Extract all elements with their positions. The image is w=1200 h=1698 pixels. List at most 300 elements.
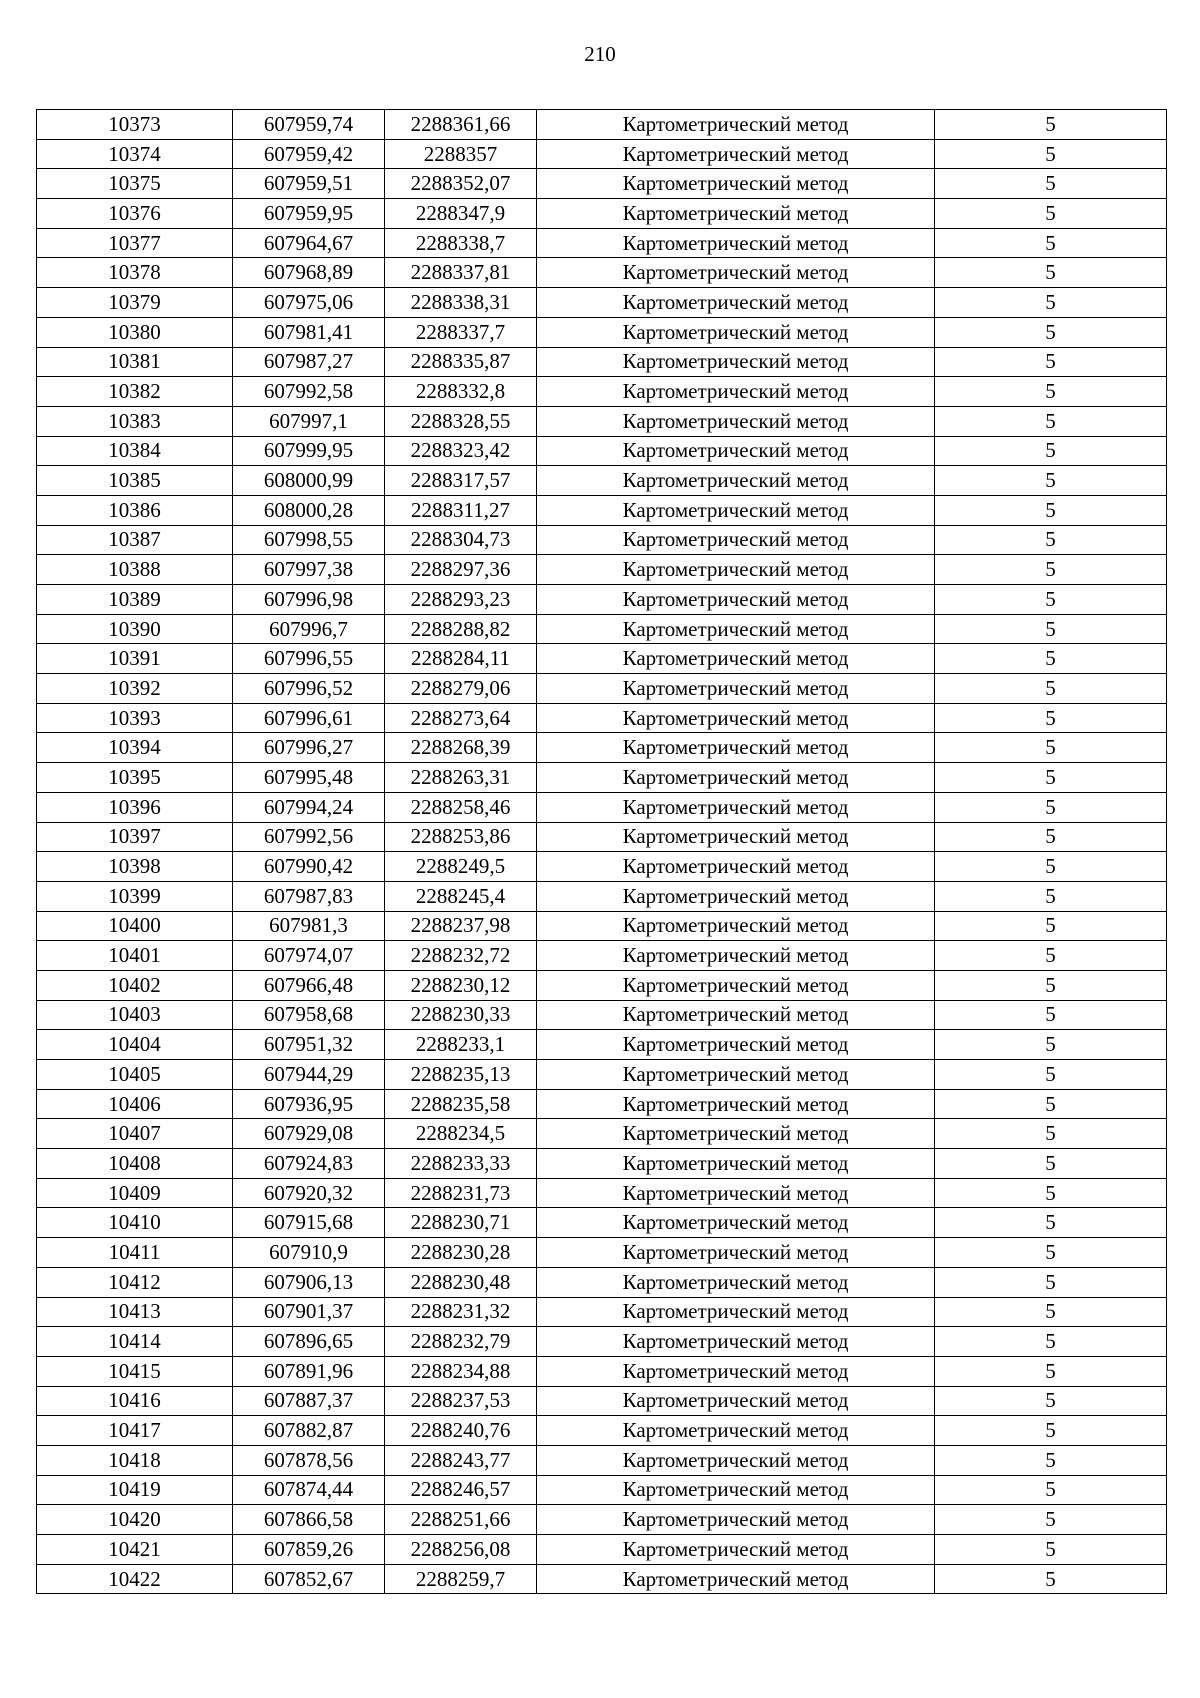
y-coordinate-cell: 2288293,23 (385, 585, 537, 615)
y-coordinate-cell: 2288328,55 (385, 406, 537, 436)
table-row (37, 1119, 1167, 1149)
coordinates-table-container (36, 109, 1166, 1594)
table-row (37, 1178, 1167, 1208)
method-cell: Картометрический метод (537, 1505, 935, 1535)
accuracy-cell: 5 (935, 644, 1167, 674)
table-row (37, 1267, 1167, 1297)
accuracy-cell: 5 (935, 852, 1167, 882)
table-row (37, 1475, 1167, 1505)
y-coordinate-cell: 2288230,48 (385, 1267, 537, 1297)
point-number-cell: 10408 (37, 1149, 233, 1179)
point-number-cell: 10421 (37, 1535, 233, 1565)
method-cell: Картометрический метод (537, 1535, 935, 1565)
table-row (37, 970, 1167, 1000)
y-coordinate-cell: 2288304,73 (385, 525, 537, 555)
point-number-cell: 10389 (37, 585, 233, 615)
accuracy-cell: 5 (935, 911, 1167, 941)
table-row (37, 228, 1167, 258)
method-cell: Картометрический метод (537, 1149, 935, 1179)
method-cell: Картометрический метод (537, 1356, 935, 1386)
method-cell: Картометрический метод (537, 1178, 935, 1208)
point-number-cell: 10417 (37, 1416, 233, 1446)
accuracy-cell: 5 (935, 763, 1167, 793)
y-coordinate-cell: 2288249,5 (385, 852, 537, 882)
accuracy-cell: 5 (935, 1149, 1167, 1179)
y-coordinate-cell: 2288297,36 (385, 555, 537, 585)
x-coordinate-cell: 607996,52 (233, 674, 385, 704)
method-cell: Картометрический метод (537, 881, 935, 911)
accuracy-cell: 5 (935, 436, 1167, 466)
y-coordinate-cell: 2288361,66 (385, 110, 537, 140)
x-coordinate-cell: 607929,08 (233, 1119, 385, 1149)
y-coordinate-cell: 2288357 (385, 139, 537, 169)
y-coordinate-cell: 2288284,11 (385, 644, 537, 674)
x-coordinate-cell: 607966,48 (233, 970, 385, 1000)
method-cell: Картометрический метод (537, 1445, 935, 1475)
table-row (37, 674, 1167, 704)
table-row (37, 585, 1167, 615)
point-number-cell: 10402 (37, 970, 233, 1000)
point-number-cell: 10377 (37, 228, 233, 258)
y-coordinate-cell: 2288263,31 (385, 763, 537, 793)
y-coordinate-cell: 2288258,46 (385, 792, 537, 822)
point-number-cell: 10422 (37, 1564, 233, 1594)
table-row (37, 1089, 1167, 1119)
point-number-cell: 10412 (37, 1267, 233, 1297)
x-coordinate-cell: 607920,32 (233, 1178, 385, 1208)
method-cell: Картометрический метод (537, 970, 935, 1000)
method-cell: Картометрический метод (537, 139, 935, 169)
point-number-cell: 10415 (37, 1356, 233, 1386)
point-number-cell: 10384 (37, 436, 233, 466)
x-coordinate-cell: 607995,48 (233, 763, 385, 793)
accuracy-cell: 5 (935, 822, 1167, 852)
x-coordinate-cell: 607992,56 (233, 822, 385, 852)
x-coordinate-cell: 607901,37 (233, 1297, 385, 1327)
x-coordinate-cell: 607878,56 (233, 1445, 385, 1475)
method-cell: Картометрический метод (537, 288, 935, 318)
point-number-cell: 10392 (37, 674, 233, 704)
x-coordinate-cell: 607997,1 (233, 406, 385, 436)
table-row (37, 288, 1167, 318)
accuracy-cell: 5 (935, 970, 1167, 1000)
x-coordinate-cell: 607959,51 (233, 169, 385, 199)
x-coordinate-cell: 608000,99 (233, 466, 385, 496)
accuracy-cell: 5 (935, 495, 1167, 525)
table-row (37, 466, 1167, 496)
point-number-cell: 10390 (37, 614, 233, 644)
method-cell: Картометрический метод (537, 525, 935, 555)
point-number-cell: 10413 (37, 1297, 233, 1327)
table-row (37, 1238, 1167, 1268)
table-row (37, 1149, 1167, 1179)
y-coordinate-cell: 2288235,58 (385, 1089, 537, 1119)
accuracy-cell: 5 (935, 1030, 1167, 1060)
table-row (37, 792, 1167, 822)
point-number-cell: 10400 (37, 911, 233, 941)
point-number-cell: 10378 (37, 258, 233, 288)
x-coordinate-cell: 607951,32 (233, 1030, 385, 1060)
x-coordinate-cell: 607968,89 (233, 258, 385, 288)
table-row (37, 644, 1167, 674)
method-cell: Картометрический метод (537, 436, 935, 466)
method-cell: Картометрический метод (537, 555, 935, 585)
method-cell: Картометрический метод (537, 1119, 935, 1149)
point-number-cell: 10396 (37, 792, 233, 822)
x-coordinate-cell: 607906,13 (233, 1267, 385, 1297)
point-number-cell: 10410 (37, 1208, 233, 1238)
method-cell: Картометрический метод (537, 614, 935, 644)
method-cell: Картометрический метод (537, 941, 935, 971)
y-coordinate-cell: 2288352,07 (385, 169, 537, 199)
point-number-cell: 10385 (37, 466, 233, 496)
point-number-cell: 10374 (37, 139, 233, 169)
point-number-cell: 10420 (37, 1505, 233, 1535)
x-coordinate-cell: 607987,27 (233, 347, 385, 377)
x-coordinate-cell: 607896,65 (233, 1327, 385, 1357)
x-coordinate-cell: 607910,9 (233, 1238, 385, 1268)
y-coordinate-cell: 2288230,33 (385, 1000, 537, 1030)
x-coordinate-cell: 607874,44 (233, 1475, 385, 1505)
accuracy-cell: 5 (935, 703, 1167, 733)
table-row (37, 317, 1167, 347)
table-row (37, 347, 1167, 377)
method-cell: Картометрический метод (537, 1267, 935, 1297)
y-coordinate-cell: 2288232,72 (385, 941, 537, 971)
table-row (37, 1535, 1167, 1565)
point-number-cell: 10373 (37, 110, 233, 140)
accuracy-cell: 5 (935, 1060, 1167, 1090)
accuracy-cell: 5 (935, 1267, 1167, 1297)
point-number-cell: 10388 (37, 555, 233, 585)
y-coordinate-cell: 2288273,64 (385, 703, 537, 733)
accuracy-cell: 5 (935, 1386, 1167, 1416)
x-coordinate-cell: 607996,61 (233, 703, 385, 733)
method-cell: Картометрический метод (537, 1030, 935, 1060)
x-coordinate-cell: 607887,37 (233, 1386, 385, 1416)
table-row (37, 258, 1167, 288)
y-coordinate-cell: 2288233,1 (385, 1030, 537, 1060)
table-row (37, 852, 1167, 882)
accuracy-cell: 5 (935, 1505, 1167, 1535)
point-number-cell: 10409 (37, 1178, 233, 1208)
coordinates-table (36, 109, 1167, 1594)
x-coordinate-cell: 607852,67 (233, 1564, 385, 1594)
accuracy-cell: 5 (935, 1475, 1167, 1505)
table-row (37, 703, 1167, 733)
y-coordinate-cell: 2288232,79 (385, 1327, 537, 1357)
method-cell: Картометрический метод (537, 1475, 935, 1505)
x-coordinate-cell: 607859,26 (233, 1535, 385, 1565)
table-row (37, 1060, 1167, 1090)
y-coordinate-cell: 2288268,39 (385, 733, 537, 763)
method-cell: Картометрический метод (537, 406, 935, 436)
table-row (37, 436, 1167, 466)
page-number: 210 (584, 42, 616, 66)
table-row (37, 881, 1167, 911)
method-cell: Картометрический метод (537, 1000, 935, 1030)
point-number-cell: 10382 (37, 377, 233, 407)
y-coordinate-cell: 2288234,5 (385, 1119, 537, 1149)
point-number-cell: 10407 (37, 1119, 233, 1149)
accuracy-cell: 5 (935, 1445, 1167, 1475)
accuracy-cell: 5 (935, 466, 1167, 496)
x-coordinate-cell: 607959,74 (233, 110, 385, 140)
accuracy-cell: 5 (935, 1000, 1167, 1030)
method-cell: Картометрический метод (537, 199, 935, 229)
accuracy-cell: 5 (935, 525, 1167, 555)
table-row (37, 495, 1167, 525)
accuracy-cell: 5 (935, 1535, 1167, 1565)
x-coordinate-cell: 607997,38 (233, 555, 385, 585)
x-coordinate-cell: 607996,27 (233, 733, 385, 763)
y-coordinate-cell: 2288338,31 (385, 288, 537, 318)
accuracy-cell: 5 (935, 1416, 1167, 1446)
x-coordinate-cell: 607891,96 (233, 1356, 385, 1386)
accuracy-cell: 5 (935, 555, 1167, 585)
accuracy-cell: 5 (935, 1178, 1167, 1208)
table-row (37, 1386, 1167, 1416)
x-coordinate-cell: 607990,42 (233, 852, 385, 882)
point-number-cell: 10397 (37, 822, 233, 852)
x-coordinate-cell: 607964,67 (233, 228, 385, 258)
method-cell: Картометрический метод (537, 110, 935, 140)
accuracy-cell: 5 (935, 1327, 1167, 1357)
table-row (37, 1505, 1167, 1535)
point-number-cell: 10379 (37, 288, 233, 318)
method-cell: Картометрический метод (537, 852, 935, 882)
point-number-cell: 10387 (37, 525, 233, 555)
accuracy-cell: 5 (935, 139, 1167, 169)
x-coordinate-cell: 607924,83 (233, 1149, 385, 1179)
accuracy-cell: 5 (935, 1297, 1167, 1327)
method-cell: Картометрический метод (537, 1416, 935, 1446)
table-row (37, 822, 1167, 852)
method-cell: Картометрический метод (537, 644, 935, 674)
table-row (37, 1416, 1167, 1446)
table-row (37, 169, 1167, 199)
x-coordinate-cell: 607866,58 (233, 1505, 385, 1535)
accuracy-cell: 5 (935, 1119, 1167, 1149)
y-coordinate-cell: 2288337,7 (385, 317, 537, 347)
accuracy-cell: 5 (935, 614, 1167, 644)
y-coordinate-cell: 2288240,76 (385, 1416, 537, 1446)
y-coordinate-cell: 2288311,27 (385, 495, 537, 525)
y-coordinate-cell: 2288335,87 (385, 347, 537, 377)
y-coordinate-cell: 2288251,66 (385, 1505, 537, 1535)
x-coordinate-cell: 607987,83 (233, 881, 385, 911)
accuracy-cell: 5 (935, 1089, 1167, 1119)
method-cell: Картометрический метод (537, 317, 935, 347)
x-coordinate-cell: 607996,98 (233, 585, 385, 615)
y-coordinate-cell: 2288338,7 (385, 228, 537, 258)
accuracy-cell: 5 (935, 258, 1167, 288)
x-coordinate-cell: 607999,95 (233, 436, 385, 466)
method-cell: Картометрический метод (537, 466, 935, 496)
method-cell: Картометрический метод (537, 347, 935, 377)
table-row (37, 1208, 1167, 1238)
table-row (37, 1327, 1167, 1357)
x-coordinate-cell: 607996,55 (233, 644, 385, 674)
point-number-cell: 10406 (37, 1089, 233, 1119)
point-number-cell: 10411 (37, 1238, 233, 1268)
y-coordinate-cell: 2288279,06 (385, 674, 537, 704)
accuracy-cell: 5 (935, 377, 1167, 407)
y-coordinate-cell: 2288347,9 (385, 199, 537, 229)
method-cell: Картометрический метод (537, 1238, 935, 1268)
y-coordinate-cell: 2288317,57 (385, 466, 537, 496)
point-number-cell: 10398 (37, 852, 233, 882)
x-coordinate-cell: 607974,07 (233, 941, 385, 971)
method-cell: Картометрический метод (537, 674, 935, 704)
y-coordinate-cell: 2288231,32 (385, 1297, 537, 1327)
y-coordinate-cell: 2288230,28 (385, 1238, 537, 1268)
y-coordinate-cell: 2288245,4 (385, 881, 537, 911)
y-coordinate-cell: 2288234,88 (385, 1356, 537, 1386)
x-coordinate-cell: 608000,28 (233, 495, 385, 525)
y-coordinate-cell: 2288332,8 (385, 377, 537, 407)
accuracy-cell: 5 (935, 288, 1167, 318)
y-coordinate-cell: 2288337,81 (385, 258, 537, 288)
table-row (37, 1445, 1167, 1475)
table-row (37, 139, 1167, 169)
method-cell: Картометрический метод (537, 822, 935, 852)
point-number-cell: 10401 (37, 941, 233, 971)
table-row (37, 763, 1167, 793)
table-row (37, 614, 1167, 644)
method-cell: Картометрический метод (537, 1297, 935, 1327)
x-coordinate-cell: 607975,06 (233, 288, 385, 318)
method-cell: Картометрический метод (537, 1060, 935, 1090)
table-row (37, 1000, 1167, 1030)
table-row (37, 406, 1167, 436)
method-cell: Картометрический метод (537, 763, 935, 793)
y-coordinate-cell: 2288233,33 (385, 1149, 537, 1179)
y-coordinate-cell: 2288259,7 (385, 1564, 537, 1594)
x-coordinate-cell: 607959,95 (233, 199, 385, 229)
method-cell: Картометрический метод (537, 733, 935, 763)
y-coordinate-cell: 2288246,57 (385, 1475, 537, 1505)
x-coordinate-cell: 607992,58 (233, 377, 385, 407)
x-coordinate-cell: 607958,68 (233, 1000, 385, 1030)
method-cell: Картометрический метод (537, 703, 935, 733)
y-coordinate-cell: 2288230,12 (385, 970, 537, 1000)
x-coordinate-cell: 607959,42 (233, 139, 385, 169)
table-row (37, 110, 1167, 140)
coordinates-table-body (37, 110, 1167, 1594)
x-coordinate-cell: 607981,3 (233, 911, 385, 941)
method-cell: Картометрический метод (537, 1089, 935, 1119)
x-coordinate-cell: 607882,87 (233, 1416, 385, 1446)
point-number-cell: 10381 (37, 347, 233, 377)
table-row (37, 1564, 1167, 1594)
method-cell: Картометрический метод (537, 495, 935, 525)
accuracy-cell: 5 (935, 941, 1167, 971)
x-coordinate-cell: 607998,55 (233, 525, 385, 555)
y-coordinate-cell: 2288237,53 (385, 1386, 537, 1416)
y-coordinate-cell: 2288231,73 (385, 1178, 537, 1208)
point-number-cell: 10419 (37, 1475, 233, 1505)
accuracy-cell: 5 (935, 674, 1167, 704)
method-cell: Картометрический метод (537, 792, 935, 822)
point-number-cell: 10414 (37, 1327, 233, 1357)
accuracy-cell: 5 (935, 585, 1167, 615)
accuracy-cell: 5 (935, 347, 1167, 377)
accuracy-cell: 5 (935, 881, 1167, 911)
point-number-cell: 10405 (37, 1060, 233, 1090)
x-coordinate-cell: 607915,68 (233, 1208, 385, 1238)
table-row (37, 1030, 1167, 1060)
accuracy-cell: 5 (935, 406, 1167, 436)
y-coordinate-cell: 2288253,86 (385, 822, 537, 852)
table-row (37, 555, 1167, 585)
accuracy-cell: 5 (935, 1238, 1167, 1268)
method-cell: Картометрический метод (537, 1564, 935, 1594)
accuracy-cell: 5 (935, 169, 1167, 199)
accuracy-cell: 5 (935, 733, 1167, 763)
point-number-cell: 10418 (37, 1445, 233, 1475)
accuracy-cell: 5 (935, 1208, 1167, 1238)
table-row (37, 733, 1167, 763)
method-cell: Картометрический метод (537, 911, 935, 941)
point-number-cell: 10391 (37, 644, 233, 674)
x-coordinate-cell: 607994,24 (233, 792, 385, 822)
point-number-cell: 10375 (37, 169, 233, 199)
accuracy-cell: 5 (935, 792, 1167, 822)
accuracy-cell: 5 (935, 199, 1167, 229)
point-number-cell: 10383 (37, 406, 233, 436)
method-cell: Картометрический метод (537, 1208, 935, 1238)
table-row (37, 525, 1167, 555)
point-number-cell: 10403 (37, 1000, 233, 1030)
point-number-cell: 10394 (37, 733, 233, 763)
table-row (37, 377, 1167, 407)
y-coordinate-cell: 2288235,13 (385, 1060, 537, 1090)
method-cell: Картометрический метод (537, 1386, 935, 1416)
y-coordinate-cell: 2288230,71 (385, 1208, 537, 1238)
point-number-cell: 10395 (37, 763, 233, 793)
method-cell: Картометрический метод (537, 377, 935, 407)
point-number-cell: 10393 (37, 703, 233, 733)
point-number-cell: 10399 (37, 881, 233, 911)
point-number-cell: 10386 (37, 495, 233, 525)
x-coordinate-cell: 607996,7 (233, 614, 385, 644)
method-cell: Картометрический метод (537, 1327, 935, 1357)
accuracy-cell: 5 (935, 1356, 1167, 1386)
method-cell: Картометрический метод (537, 258, 935, 288)
y-coordinate-cell: 2288243,77 (385, 1445, 537, 1475)
accuracy-cell: 5 (935, 1564, 1167, 1594)
point-number-cell: 10376 (37, 199, 233, 229)
x-coordinate-cell: 607944,29 (233, 1060, 385, 1090)
table-row (37, 1297, 1167, 1327)
method-cell: Картометрический метод (537, 228, 935, 258)
table-row (37, 911, 1167, 941)
table-row (37, 1356, 1167, 1386)
table-row (37, 199, 1167, 229)
y-coordinate-cell: 2288323,42 (385, 436, 537, 466)
accuracy-cell: 5 (935, 228, 1167, 258)
y-coordinate-cell: 2288256,08 (385, 1535, 537, 1565)
point-number-cell: 10416 (37, 1386, 233, 1416)
x-coordinate-cell: 607981,41 (233, 317, 385, 347)
y-coordinate-cell: 2288237,98 (385, 911, 537, 941)
table-row (37, 941, 1167, 971)
accuracy-cell: 5 (935, 317, 1167, 347)
point-number-cell: 10404 (37, 1030, 233, 1060)
point-number-cell: 10380 (37, 317, 233, 347)
accuracy-cell: 5 (935, 110, 1167, 140)
